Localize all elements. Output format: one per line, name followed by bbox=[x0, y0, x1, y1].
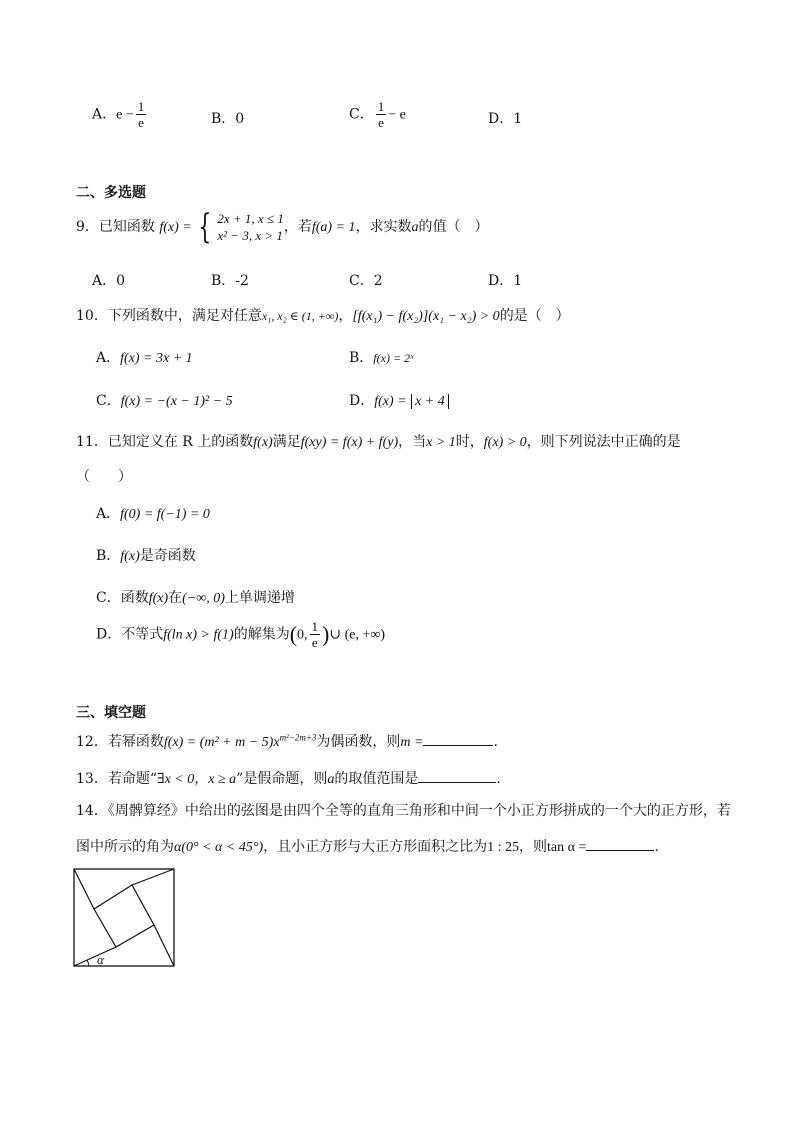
option-c-interval: (−∞, 0) bbox=[182, 591, 225, 606]
option-label: D． bbox=[349, 393, 375, 409]
q12-lead: 若幂函数 bbox=[107, 734, 164, 750]
q9-end: 的值（ ） bbox=[418, 219, 489, 235]
option-label: A． bbox=[92, 106, 117, 123]
option-b-formula: f(x) = 2ˣ bbox=[373, 351, 414, 365]
q10-option-c bbox=[96, 390, 233, 410]
q13-proposition: ∃x < 0，x ≥ a bbox=[157, 772, 237, 787]
q11-option-d bbox=[96, 620, 385, 649]
numerator: 1 bbox=[311, 619, 319, 634]
q8-option-d: D．1 bbox=[488, 111, 523, 127]
q8-option-b: B．0 bbox=[211, 111, 245, 127]
angle-arc bbox=[87, 960, 89, 966]
denominator: e bbox=[378, 115, 384, 130]
q9-function: f(x) = bbox=[159, 220, 192, 235]
numerator: 1 bbox=[137, 99, 145, 114]
option-c-in: 在 bbox=[168, 590, 183, 606]
q11-function: f(x) bbox=[253, 435, 273, 450]
q14-angle: α(0° < α < 45°) bbox=[174, 840, 264, 855]
option-label: B． bbox=[96, 548, 121, 564]
option-c-formula: f(x) = −(x − 1)² − 5 bbox=[120, 394, 233, 409]
left-brace: { bbox=[198, 207, 212, 247]
piecewise-cases bbox=[217, 210, 283, 244]
absolute-value: x + 4 bbox=[411, 394, 449, 409]
q14-text-2a: 图中所示的角为 bbox=[76, 839, 174, 855]
option-label: A． bbox=[96, 506, 121, 522]
q14-text-2c: ，则 bbox=[519, 839, 548, 855]
q13-stem bbox=[76, 768, 501, 788]
q9-lead: 已知函数 bbox=[98, 219, 155, 235]
outer-square bbox=[74, 869, 174, 966]
question-number: 9． bbox=[76, 219, 99, 235]
q11-option-a bbox=[96, 503, 210, 523]
question-number: 14． bbox=[76, 803, 108, 819]
q11-when2: 时， bbox=[455, 434, 484, 450]
q12-end: . bbox=[493, 734, 498, 750]
numerator: 1 bbox=[377, 99, 385, 114]
case-2: x² − 3, x > 1 bbox=[217, 228, 283, 243]
q11-lead: 已知定义在 R 上的函数 bbox=[107, 434, 254, 450]
q10-stem bbox=[76, 305, 570, 325]
q13-tail: 的取值范围是 bbox=[334, 771, 419, 787]
q9-option-c: C．2 bbox=[349, 273, 383, 289]
inner-square bbox=[94, 885, 154, 947]
q8-option-c bbox=[349, 100, 406, 129]
q10-condition: [f(x₁) − f(x₂)](x₁ − x₂) > 0 bbox=[352, 309, 500, 324]
triangle-edge bbox=[132, 869, 174, 885]
option-label: C．函数 bbox=[96, 590, 149, 606]
q10-separator: ， bbox=[338, 308, 353, 324]
q9-option-b: B．-2 bbox=[211, 273, 249, 289]
q9-stem bbox=[76, 207, 489, 247]
option-d-tail: ∪ (e, +∞) bbox=[329, 627, 386, 643]
fraction bbox=[310, 620, 321, 649]
q11-positive: f(x) > 0 bbox=[483, 435, 527, 450]
answer-blank[interactable] bbox=[586, 850, 654, 851]
triangle-edge bbox=[74, 869, 94, 909]
answer-blank[interactable] bbox=[418, 782, 496, 783]
chord-figure bbox=[73, 868, 177, 968]
q12-function: f(x) = (m² + m − 5)x bbox=[163, 735, 280, 750]
q14-line-1 bbox=[76, 800, 731, 820]
option-c-tail: − e bbox=[388, 107, 406, 123]
q11-option-c bbox=[96, 587, 295, 607]
q10-option-d bbox=[349, 390, 449, 410]
option-b-function: f(x) bbox=[120, 549, 140, 564]
q13-mid: ”是假命题，则 bbox=[236, 771, 328, 787]
q8-option-a bbox=[92, 100, 148, 129]
option-d-lead: f(x) = bbox=[374, 394, 407, 409]
option-label: D．不等式 bbox=[96, 626, 164, 643]
q11-paren: （ ） bbox=[76, 469, 132, 485]
question-number: 10． bbox=[76, 308, 108, 324]
denominator: e bbox=[311, 635, 318, 650]
close-paren: ) bbox=[322, 621, 330, 647]
section-title-fill-in: 三、填空题 bbox=[76, 705, 146, 721]
q14-text-2b: ，且小正方形与大正方形面积之比为 bbox=[263, 839, 488, 855]
question-number: 13． bbox=[76, 771, 108, 787]
option-a-lead: e − bbox=[116, 107, 134, 123]
q11-equation: f(xy) = f(x) + f(y) bbox=[300, 435, 399, 450]
q9-option-a: A．0 bbox=[92, 273, 126, 289]
q13-lead: 若命题“ bbox=[107, 771, 157, 787]
triangle-edge bbox=[74, 947, 116, 966]
q12-stem bbox=[76, 731, 498, 751]
q10-option-a bbox=[96, 347, 193, 367]
q10-end: 的是（ ） bbox=[499, 308, 570, 324]
q14-tan: tan α = bbox=[547, 840, 587, 855]
q13-variable: a bbox=[327, 772, 335, 787]
q14-line-2 bbox=[76, 836, 659, 856]
option-a-formula: f(x) = 3x + 1 bbox=[120, 351, 193, 366]
option-label: C． bbox=[96, 393, 121, 409]
q9-tail: ，求实数 bbox=[355, 219, 412, 235]
q11-end: ，则下列说法中正确的是 bbox=[526, 434, 681, 450]
q11-stem bbox=[76, 431, 681, 451]
fraction bbox=[376, 100, 387, 129]
question-number: 11． bbox=[76, 434, 108, 450]
triangle-edge bbox=[154, 925, 174, 966]
q14-ratio: 1 : 25 bbox=[487, 840, 520, 855]
q13-end: . bbox=[496, 771, 501, 787]
question-number: 12． bbox=[76, 734, 108, 750]
option-label: C． bbox=[349, 106, 374, 123]
option-label: A． bbox=[96, 350, 121, 366]
option-d-inequality: f(ln x) > f(1) bbox=[163, 627, 234, 643]
q12-exponent: m²−2m+3 bbox=[279, 732, 317, 743]
q9-mid: ，若 bbox=[283, 219, 312, 235]
q11-when: ，当 bbox=[398, 434, 427, 450]
section-title-multi-choice: 二、多选题 bbox=[76, 185, 146, 201]
option-b-tail: 是奇函数 bbox=[139, 548, 196, 564]
q11-condition: x > 1 bbox=[426, 435, 456, 450]
q9-condition: f(a) = 1 bbox=[311, 220, 356, 235]
open-paren: ( bbox=[289, 621, 298, 647]
q12-mid: 为偶函数，则 bbox=[316, 734, 401, 750]
q14-end: . bbox=[654, 839, 659, 855]
q10-domain: x₁, x₂ ∈ (1, +∞) bbox=[261, 309, 339, 323]
q9-option-d: D．1 bbox=[488, 273, 523, 289]
q11-option-b bbox=[96, 545, 196, 565]
option-d-mid: 的解集为 bbox=[233, 626, 290, 643]
q11-mid: 满足 bbox=[272, 434, 301, 450]
q10-lead: 下列函数中，满足对任意 bbox=[107, 308, 262, 324]
option-label: B． bbox=[349, 350, 374, 366]
option-d-zero: 0, bbox=[297, 627, 308, 643]
denominator: e bbox=[138, 115, 144, 130]
option-c-function: f(x) bbox=[148, 591, 169, 606]
case-1: 2x + 1, x ≤ 1 bbox=[217, 211, 284, 226]
angle-label: α bbox=[97, 952, 104, 967]
q12-variable: m = bbox=[400, 735, 424, 750]
answer-blank[interactable] bbox=[423, 745, 493, 746]
option-c-tail: 上单调递增 bbox=[224, 590, 295, 606]
q9-variable: a bbox=[411, 220, 419, 235]
q14-text-1: 《周髀算经》中给出的弦图是由四个全等的直角三角形和中间一个小正方形拼成的一个大的正方形，若 bbox=[107, 803, 731, 819]
q10-option-b bbox=[349, 347, 413, 367]
option-a-formula: f(0) = f(−1) = 0 bbox=[120, 507, 210, 522]
fraction bbox=[136, 100, 147, 129]
